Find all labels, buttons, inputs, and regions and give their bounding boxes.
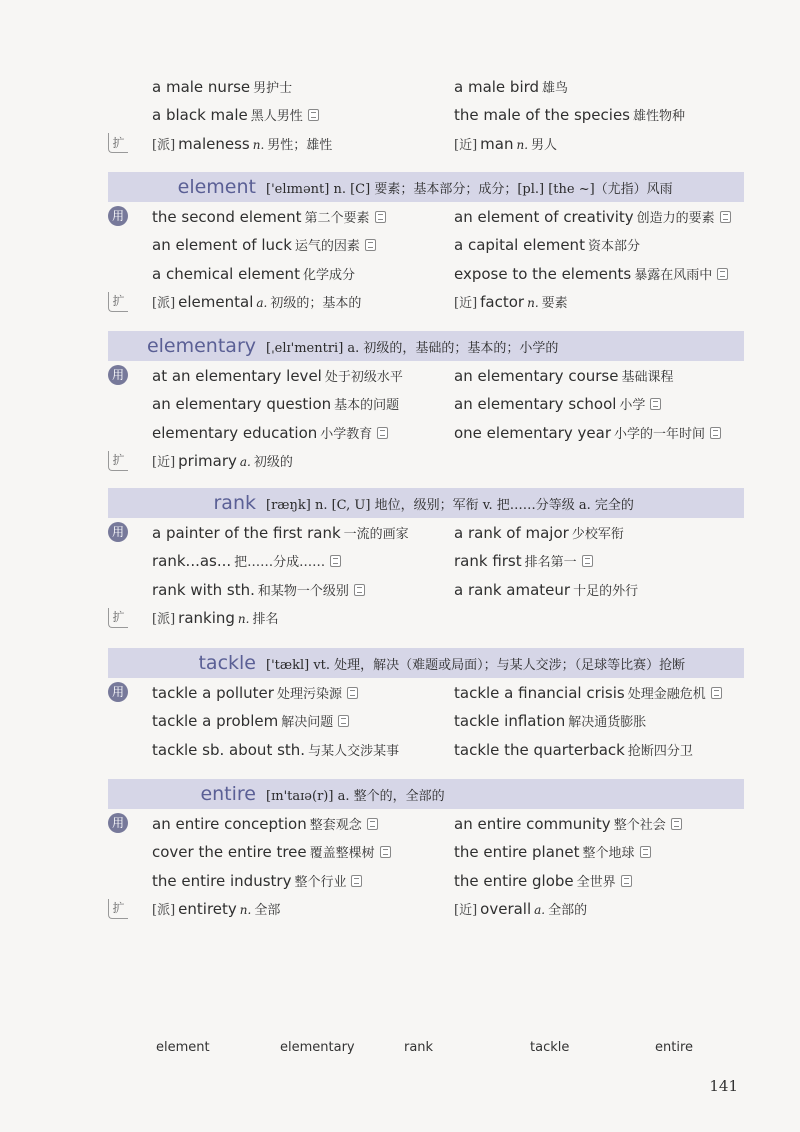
audio-icon[interactable]: [375, 211, 386, 223]
headword: entire: [200, 783, 256, 805]
example-english: at an elementary level: [152, 366, 322, 385]
usage-marker-icon: 用: [108, 522, 128, 542]
example-right: [454, 842, 651, 861]
example-english: expose to the elements: [454, 264, 632, 283]
example-right: [454, 683, 722, 702]
audio-icon[interactable]: [621, 875, 632, 887]
example-english: tackle a financial crisis: [454, 683, 625, 702]
example-left: [152, 235, 376, 254]
example-chinese: 资本部分: [587, 239, 640, 254]
example-english: a rank amateur: [454, 580, 571, 599]
example-english: an elementary school: [454, 395, 617, 413]
entry-header: [108, 648, 744, 678]
example-english: rank first: [454, 552, 522, 570]
example-chinese: 男人: [531, 137, 558, 153]
example-chinese: 解决问题: [281, 715, 334, 730]
audio-icon[interactable]: [640, 846, 651, 858]
example-row: [108, 518, 748, 546]
example-english: primary: [178, 452, 237, 470]
example-row: [108, 547, 748, 575]
example-row: [108, 418, 748, 446]
example-chinese: 第二个要素: [304, 210, 370, 226]
example-english: elemental: [178, 293, 254, 311]
example-right: [454, 264, 728, 283]
example-left: [152, 608, 278, 627]
relation-tag: [派]: [152, 137, 176, 153]
part-of-speech: n.: [252, 137, 265, 152]
audio-icon[interactable]: [338, 715, 349, 727]
example-chinese: 小学教育: [320, 426, 373, 442]
audio-icon[interactable]: [347, 687, 358, 699]
example-chinese: 基础课程: [621, 369, 674, 385]
example-english: an entire community: [454, 814, 611, 833]
example-english: tackle a polluter: [152, 683, 274, 702]
example-english: rank...as...: [152, 552, 232, 570]
example-right: [454, 551, 593, 570]
usage-marker-icon: 用: [108, 206, 128, 226]
example-row: [108, 288, 748, 316]
extension-marker-icon: 扩: [108, 133, 128, 153]
extension-marker-icon: 扩: [108, 451, 128, 471]
audio-icon[interactable]: [308, 109, 319, 121]
example-chinese: 初级的: [253, 455, 293, 470]
example-left: [152, 207, 386, 226]
example-chinese: 小学的一年时间: [614, 426, 706, 442]
usage-marker-icon: 用: [108, 813, 128, 833]
example-chinese: 雄鸟: [542, 80, 569, 96]
relation-tag: [近]: [454, 296, 478, 311]
example-chinese: 男性；雄性: [267, 137, 333, 153]
example-chinese: 全世界: [576, 874, 616, 890]
example-row: [108, 575, 748, 603]
audio-icon[interactable]: [330, 555, 341, 567]
example-english: an element of luck: [152, 236, 292, 254]
example-chinese: 处理污染源: [276, 686, 342, 702]
example-right: [454, 394, 661, 413]
audio-icon[interactable]: [671, 818, 682, 830]
example-row: [108, 735, 748, 763]
example-row: [108, 809, 748, 837]
example-chinese: 雄性物种: [633, 109, 686, 124]
example-chinese: 整个行业: [294, 874, 347, 890]
example-chinese: 基本的问题: [334, 398, 400, 413]
footer-word-list: [0, 1040, 800, 1064]
example-chinese: 初级的；基本的: [270, 296, 362, 311]
extension-marker-icon: 扩: [108, 292, 128, 312]
example-chinese: 全部: [254, 903, 281, 918]
example-english: entirety: [178, 900, 237, 918]
audio-icon[interactable]: [377, 427, 388, 439]
example-right: [454, 899, 587, 918]
example-english: tackle the quarterback: [454, 740, 625, 759]
entry-header: [108, 488, 744, 518]
example-chinese: 男护士: [253, 80, 293, 96]
example-right: [454, 711, 646, 730]
page-number: 141: [709, 1077, 738, 1095]
example-right: [454, 523, 624, 542]
example-chinese: 创造力的要素: [636, 210, 715, 226]
example-english: tackle inflation: [454, 712, 566, 730]
audio-icon[interactable]: [351, 875, 362, 887]
example-english: maleness: [178, 134, 250, 153]
relation-tag: [近]: [152, 455, 176, 470]
example-chinese: 整套观念: [309, 817, 362, 833]
example-left: [152, 842, 391, 861]
relation-tag: [近]: [454, 903, 478, 918]
example-row: [108, 101, 748, 129]
example-chinese: 要素: [541, 296, 568, 311]
audio-icon[interactable]: [367, 818, 378, 830]
example-chinese: 化学成分: [302, 267, 355, 283]
example-english: elementary education: [152, 423, 318, 442]
part-of-speech: n.: [239, 903, 252, 917]
example-english: tackle a problem: [152, 712, 279, 730]
example-right: [454, 366, 673, 385]
example-right: [454, 292, 568, 311]
example-right: [454, 871, 632, 890]
example-left: [152, 814, 378, 833]
relation-tag: [派]: [152, 296, 176, 311]
example-chinese: 抢断四分卫: [627, 743, 693, 759]
example-left: [152, 711, 349, 730]
footer-word: elementary: [280, 1040, 355, 1055]
example-left: [152, 451, 293, 470]
example-english: a painter of the first rank: [152, 523, 341, 542]
example-right: [454, 423, 721, 442]
example-right: [454, 740, 693, 759]
relation-tag: [派]: [152, 612, 176, 627]
example-english: ranking: [178, 609, 235, 627]
audio-icon[interactable]: [365, 239, 376, 251]
example-chinese: 解决通货膨胀: [568, 715, 647, 730]
example-right: [454, 207, 731, 226]
example-chinese: 排名: [252, 612, 279, 627]
example-right: [454, 235, 640, 254]
audio-icon[interactable]: [717, 268, 728, 280]
part-of-speech: a.: [256, 296, 268, 310]
example-english: rank with sth.: [152, 580, 255, 599]
example-english: an elementary question: [152, 395, 332, 413]
example-left: [152, 134, 332, 153]
footer-word: element: [156, 1040, 210, 1055]
example-english: the entire industry: [152, 871, 292, 890]
example-left: [152, 423, 388, 442]
example-row: [108, 361, 748, 389]
relation-tag: [近]: [454, 137, 478, 153]
definition: [ræŋk] n. [C, U] 地位，级别；军衔 v. 把……分等级 a. 完全的: [266, 497, 634, 513]
example-english: cover the entire tree: [152, 843, 307, 861]
example-left: [152, 366, 403, 385]
example-english: one elementary year: [454, 423, 612, 442]
example-chinese: 处于初级水平: [324, 369, 403, 385]
example-right: [454, 105, 685, 124]
entry-header: [108, 331, 744, 361]
example-row: [108, 202, 748, 230]
example-left: [152, 899, 280, 918]
example-right: [454, 580, 638, 599]
example-row: [108, 447, 748, 475]
example-chinese: 排名第一: [524, 555, 577, 570]
example-row: [108, 604, 748, 632]
example-row: [108, 707, 748, 735]
example-row: [108, 895, 748, 923]
example-left: [152, 394, 399, 413]
audio-icon[interactable]: [711, 687, 722, 699]
part-of-speech: a.: [534, 903, 546, 917]
example-english: an entire conception: [152, 814, 307, 833]
example-chinese: 黑人男性: [250, 109, 303, 124]
footer-word: tackle: [530, 1040, 570, 1055]
audio-icon[interactable]: [380, 846, 391, 858]
audio-icon[interactable]: [354, 584, 365, 596]
example-chinese: 小学: [619, 398, 646, 413]
example-english: a male nurse: [152, 77, 251, 96]
example-row: [108, 72, 748, 100]
entry-header: [108, 779, 744, 809]
audio-icon[interactable]: [720, 211, 731, 223]
relation-tag: [派]: [152, 903, 176, 918]
example-english: a capital element: [454, 236, 585, 254]
example-row: [108, 390, 748, 418]
example-chinese: 整个社会: [613, 817, 666, 833]
example-left: [152, 683, 358, 702]
definition: ['elɪmənt] n. [C] 要素；基本部分；成分；[pl.] [the ~]（尤指）风雨: [266, 181, 673, 197]
example-english: man: [480, 134, 514, 153]
example-chinese: 处理金融危机: [627, 686, 706, 702]
audio-icon[interactable]: [582, 555, 593, 567]
example-chinese: 一流的画家: [343, 526, 409, 542]
example-english: a male bird: [454, 77, 540, 96]
entry-header: [108, 172, 744, 202]
example-row: [108, 231, 748, 259]
example-chinese: 和某物一个级别: [257, 583, 349, 599]
example-english: the entire planet: [454, 843, 580, 861]
example-left: [152, 292, 361, 311]
example-english: the male of the species: [454, 106, 630, 124]
example-english: factor: [480, 293, 525, 311]
example-english: a chemical element: [152, 264, 300, 283]
definition: [ɪn'taɪə(r)] a. 整个的，全部的: [266, 788, 445, 804]
example-row: [108, 866, 748, 894]
example-english: tackle sb. about sth.: [152, 740, 306, 759]
usage-marker-icon: 用: [108, 682, 128, 702]
audio-icon[interactable]: [710, 427, 721, 439]
example-row: [108, 838, 748, 866]
footer-word: entire: [655, 1040, 694, 1055]
example-english: an elementary course: [454, 366, 619, 385]
part-of-speech: a.: [239, 455, 251, 469]
example-row: [108, 259, 748, 287]
headword: rank: [213, 492, 256, 514]
example-left: [152, 523, 409, 542]
example-left: [152, 871, 362, 890]
example-chinese: 少校军衔: [571, 526, 624, 542]
example-row: [108, 678, 748, 706]
example-left: [152, 264, 355, 283]
example-english: the entire globe: [454, 871, 574, 890]
example-left: [152, 77, 292, 96]
headword: elementary: [146, 335, 256, 357]
usage-marker-icon: 用: [108, 365, 128, 385]
example-left: [152, 580, 365, 599]
definition: ['tækl] vt. 处理，解决（难题或局面）；与某人交涉；（足球等比赛）抢断: [266, 657, 686, 673]
part-of-speech: n.: [237, 612, 250, 626]
example-chinese: 把……分成……: [234, 555, 326, 570]
headword: tackle: [198, 652, 256, 674]
example-right: [454, 814, 682, 833]
part-of-speech: n.: [527, 296, 539, 310]
example-row: [108, 129, 748, 157]
footer-word: rank: [404, 1040, 434, 1055]
example-chinese: 整个地球: [582, 846, 635, 861]
extension-marker-icon: 扩: [108, 608, 128, 628]
example-chinese: 全部的: [548, 903, 588, 918]
part-of-speech: n.: [516, 137, 529, 152]
example-english: an element of creativity: [454, 207, 634, 226]
audio-icon[interactable]: [650, 398, 661, 410]
example-right: [454, 77, 568, 96]
example-english: the second element: [152, 207, 302, 226]
example-chinese: 与某人交涉某事: [308, 743, 400, 759]
example-left: [152, 551, 341, 570]
example-left: [152, 740, 399, 759]
example-right: [454, 134, 557, 153]
example-left: [152, 105, 319, 124]
example-english: overall: [480, 900, 532, 918]
example-chinese: 十足的外行: [573, 583, 639, 599]
definition: [ˌelɪ'mentri] a. 初级的，基础的；基本的；小学的: [266, 340, 559, 356]
example-chinese: 覆盖整棵树: [309, 846, 375, 861]
example-english: a black male: [152, 106, 248, 124]
headword: element: [177, 176, 256, 198]
example-english: a rank of major: [454, 523, 569, 542]
example-chinese: 运气的因素: [294, 239, 360, 254]
extension-marker-icon: 扩: [108, 899, 128, 919]
example-chinese: 暴露在风雨中: [634, 267, 713, 283]
